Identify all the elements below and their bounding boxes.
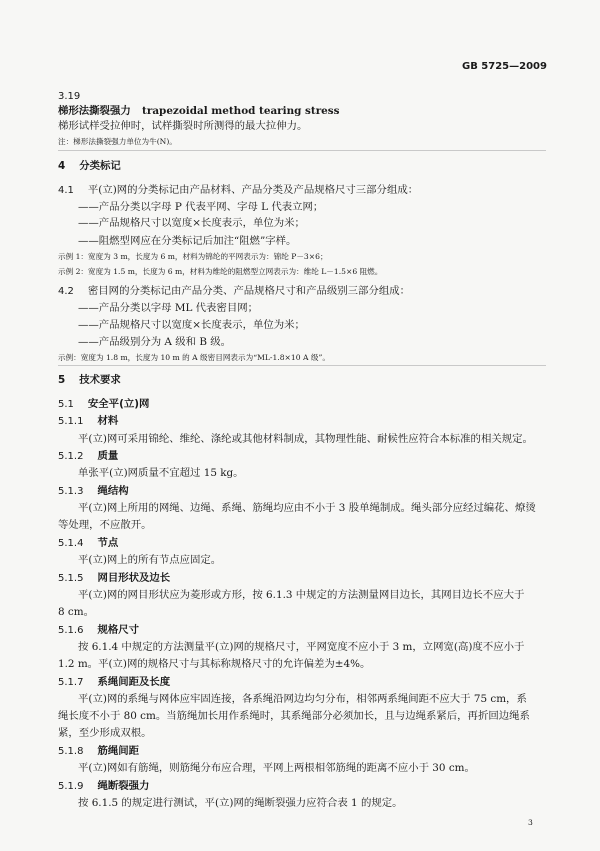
clause-title: 规格尺寸	[97, 624, 140, 636]
section-number: 5	[58, 374, 66, 386]
divider	[58, 365, 546, 366]
clause-text: 平(立)网的分类标记由产品材料、产品分类及产品规格尺寸三部分组成：	[87, 184, 419, 196]
subsection-title: 安全平(立)网	[87, 398, 150, 410]
clause-title: 绳结构	[97, 485, 129, 497]
clause-number: 5.1.9	[58, 781, 84, 792]
clause-text: 密目网的分类标记由产品分类、产品规格尺寸和产品级别三部分组成：	[87, 285, 411, 297]
list-item: ——产品级别分为 A 级和 B 级。	[78, 336, 232, 348]
section-title: 分类标记	[79, 160, 121, 172]
example: 示例：宽度为 1.8 m，长度为 10 m 的 A 级密目网表示为“ML-1.8×10 A 级”。	[58, 353, 330, 362]
section-5-heading	[58, 374, 121, 387]
clause-number: 5.1.4	[58, 538, 84, 549]
clause-title: 筋绳间距	[97, 745, 140, 757]
section-title: 技术要求	[79, 374, 121, 386]
clause-number: 5.1.1	[58, 416, 84, 427]
list-item: ——产品规格尺寸以宽度×长度表示，单位为米；	[78, 217, 305, 229]
clause-5-1-5-text: 平(立)网的网目形状应为菱形或方形，按 6.1.3 中规定的方法测量网目边长，其网目边长不应大于	[78, 589, 525, 601]
term-definition: 梯形试样受拉伸时，试样撕裂时所测得的最大拉伸力。	[58, 120, 308, 132]
clause-5-1-7-text: 紧，至少形成双根。	[58, 727, 152, 739]
term-cn: 梯形法撕裂强力	[58, 105, 131, 117]
term-note: 注：梯形法撕裂强力单位为牛(N)。	[58, 137, 177, 146]
example-2: 示例 2：宽度为 1.5 m，长度为 6 m，材料为维纶的阻燃型立网表示为：维纶 L－1.5×6 阻燃。	[58, 267, 383, 276]
clause-5-1-6-text: 按 6.1.4 中规定的方法测量平(立)网的规格尺寸，平网宽度不应小于 3 m，立网宽(高)度不应小于	[78, 641, 525, 653]
clause-number: 4.2	[58, 286, 74, 297]
clause-4-2	[58, 285, 410, 298]
clause-number: 5.1.2	[58, 451, 84, 462]
section-number: 4	[58, 160, 66, 172]
divider	[58, 150, 546, 151]
page-number: 3	[528, 818, 533, 827]
clause-5-1-8-heading	[58, 745, 139, 758]
clause-title: 材料	[97, 415, 119, 427]
clause-5-1-1-heading	[58, 415, 118, 428]
clause-5-1-7-text: 绳长度不小于 80 cm。当筋绳加长用作系绳时，其系绳部分必须加长，且与边绳系紧后，再折回边绳系	[58, 710, 530, 722]
clause-5-1-3-text: 平(立)网上所用的网绳、边绳、系绳、筋绳均应由不小于 3 股单绳制成。绳头部分应经过编花、燎烫	[78, 502, 536, 514]
clause-title: 网目形状及边长	[97, 572, 171, 584]
example-1: 示例 1：宽度为 3 m，长度为 6 m，材料为锦纶的平网表示为：锦纶 P－3×6；	[58, 252, 328, 261]
term-heading	[58, 105, 339, 118]
subsection-5-1	[58, 398, 149, 411]
clause-title: 质量	[97, 450, 119, 462]
clause-4-1	[58, 184, 418, 197]
clause-title: 系绳间距及长度	[97, 676, 171, 688]
clause-number: 5.1.3	[58, 486, 84, 497]
clause-title: 节点	[97, 537, 119, 549]
clause-number: 5.1.7	[58, 677, 84, 688]
list-item: ——产品分类以字母 P 代表平网、字母 L 代表立网；	[78, 201, 324, 213]
clause-number: 5.1.8	[58, 746, 84, 757]
clause-5-1-4-text: 平(立)网上的所有节点应固定。	[78, 554, 222, 566]
clause-5-1-4-heading	[58, 537, 118, 550]
clause-5-1-6-text: 1.2 m。平(立)网的规格尺寸与其标称规格尺寸的允许偏差为±4%。	[58, 658, 371, 670]
list-item: ——产品分类以字母 ML 代表密目网；	[78, 302, 259, 314]
clause-number: 5.1.6	[58, 625, 84, 636]
clause-number: 5.1.5	[58, 573, 84, 584]
clause-5-1-8-text: 平(立)网如有筋绳，则筋绳分布应合理，平网上两根相邻筋绳的距离不应小于 30 cm。	[78, 762, 475, 774]
clause-5-1-9-heading	[58, 780, 149, 793]
clause-number: 4.1	[58, 185, 74, 196]
standard-code: GB 5725—2009	[462, 61, 547, 72]
section-4-heading	[58, 160, 121, 173]
clause-number-3-19: 3.19	[58, 91, 81, 102]
clause-5-1-9-text: 按 6.1.5 的规定进行测试，平(立)网的绳断裂强力应符合表 1 的规定。	[78, 797, 403, 809]
clause-5-1-3-heading	[58, 485, 129, 498]
clause-5-1-7-heading	[58, 676, 170, 689]
clause-5-1-2-heading	[58, 450, 118, 463]
list-item: ——产品规格尺寸以宽度×长度表示，单位为米；	[78, 319, 305, 331]
clause-5-1-3-text: 等处理，不应散开。	[58, 519, 152, 531]
clause-5-1-2-text: 单张平(立)网质量不宜超过 15 kg。	[78, 467, 244, 479]
term-en: trapezoidal method tearing stress	[142, 105, 340, 117]
clause-5-1-5-text: 8 cm。	[58, 606, 94, 618]
list-item: ——阻燃型网应在分类标记后加注“阻燃”字样。	[78, 235, 297, 247]
subsection-number: 5.1	[58, 399, 74, 410]
clause-title: 绳断裂强力	[97, 780, 150, 792]
clause-5-1-6-heading	[58, 624, 139, 637]
clause-5-1-1-text: 平(立)网可采用锦纶、维纶、涤纶或其他材料制成，其物理性能、耐候性应符合本标准的相关规定。	[78, 433, 533, 445]
clause-5-1-5-heading	[58, 572, 170, 585]
clause-5-1-7-text: 平(立)网的系绳与网体应牢固连接，各系绳沿网边均匀分布，相邻两系绳间距不应大于 75 cm，系	[78, 693, 527, 705]
